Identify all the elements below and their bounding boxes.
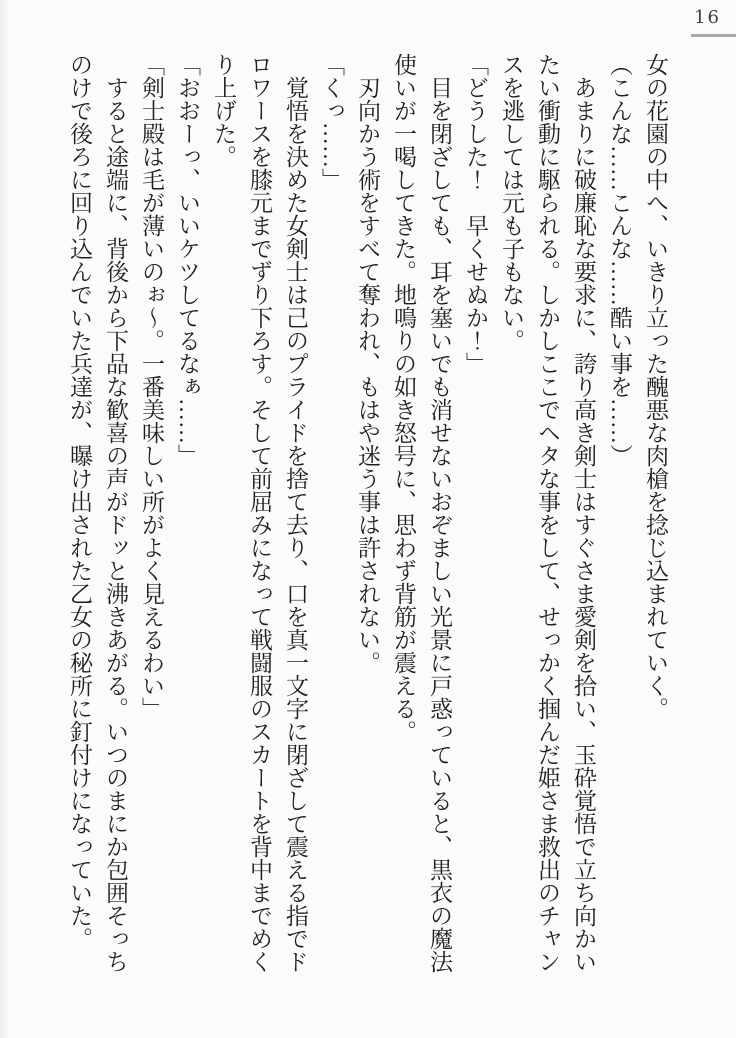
paragraph: （こんな……こんな……酷い事を……） xyxy=(607,53,632,467)
page-edge-shade xyxy=(0,0,10,1038)
paragraph: 「おおーっ、いいケツしてるなぁ……」 xyxy=(175,53,200,467)
paragraph: すると途端に、背後から下品な歓喜の声がドッと沸きあがる。いつのまにか包囲そっちのけで後ろに回り込んでいた兵達が、曝け出された乙女の秘所に釘付けになっていた。 xyxy=(67,53,128,973)
paragraph: 「どうした！ 早くせぬか！」 xyxy=(463,53,488,375)
paragraph: 「くっ……」 xyxy=(319,53,344,191)
paragraph: 覚悟を決めた女剣士は己のプライドを捨て去り、口を真一文字に閉ざして震える指でドロワースを膝元までずり下ろす。そして前屈みになって戦闘服のスカートを背中までめくり上げた。 xyxy=(211,53,308,973)
paragraph: 目を閉ざしても、耳を塞いでも消せないおぞましい光景に戸惑っていると、黒衣の魔法使いが一喝してきた。地鳴りの如き怒号に、思わず背筋が震える。 xyxy=(391,53,452,973)
paragraph: 「剣士殿は毛が薄いのぉ～。一番美味しい所がよく見えるわい」 xyxy=(139,53,164,720)
paragraph: 女の花園の中へ、いきり立った醜悪な肉槍を捻じ込まれていく。 xyxy=(643,53,668,720)
novel-text xyxy=(61,53,673,973)
paragraph: あまりに破廉恥な要求に、誇り高き剣士はすぐさま愛剣を拾い、玉砕覚悟で立ち向かいたい衝動に駆られる。しかしここでヘタな事をして、せっかく掴んだ姫さま救出のチャンスを逃しては元も子もない。 xyxy=(499,53,596,973)
page-number: 16 xyxy=(694,7,721,28)
paragraph: 刃向かう術をすべて奪われ、もはや迷う事は許されない。 xyxy=(355,76,380,674)
page-number-rule xyxy=(691,34,736,37)
